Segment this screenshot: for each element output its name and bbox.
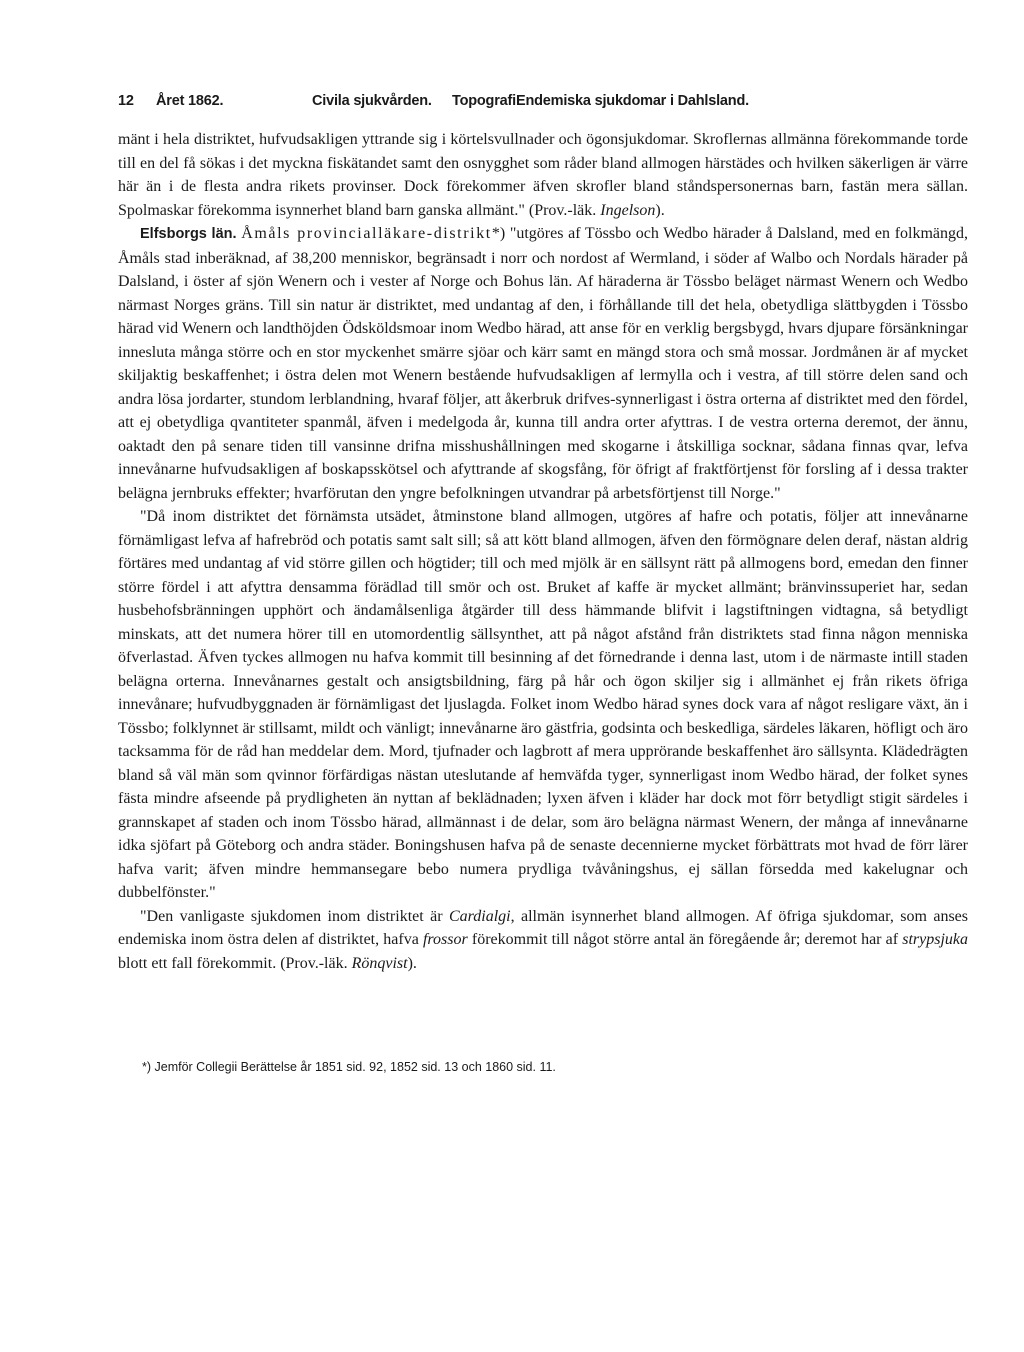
header-section: Civila sjukvården. <box>312 93 432 109</box>
paragraph-amal-district <box>118 222 968 505</box>
county-heading: Elfsborgs län. <box>140 226 237 242</box>
header-subsection: Topografi. <box>452 93 520 109</box>
paragraph-diseases <box>118 905 968 976</box>
paragraph-text: mänt i hela distriktet, hufvudsakligen yttrande sig i körtelsvullnader och ögonsjukdomar. Skroflernas allmänna förekommande torde till en del få sökas i det myckna fiskätandet samt den osnygghet som råder bland allmogen härstädes och hvilken säkerligen är värre här än i de flesta andra rikets provinser. Dock förekommer äfven skrofler bland ståndspersonernas barn, fastän mera sällan. Spolmaskar förekomma isynnerhet bland barn ganska allmänt." (Prov.-läk. <box>118 131 968 219</box>
header-year: Året 1862. <box>156 93 224 109</box>
paragraph-text: "Då inom distriktet det förnämsta utsädet, åtminstone bland allmogen, utgöres af hafre och potatis, följer att innevånarne förnämligast lefva af hafrebröd och potatis samt salt sill; så att kött bland allmogen, äfven den förmögnare delen deraf, nästan aldrig förtäres med undantag af vid större gillen och högtider; till och med mjölk är en sällsynt rätt på allmogens bord, emedan den finner större fördel i att afyttra densamma förädlad till smör och ost. Bruket af kaffe är mycket allmänt; bränvinssuperiet har, sedan husbehofsbränningen upphört och ändamålsenliga åtgärder till dess hämmande blifvit i lagstiftningen vidtagna, så betydligt minskats, att det numera hörer till en utomordentlig sällsynthet, att på något afstånd från distriktets stad finna någon menniska öfverlastad. Äfven tyckes allmogen nu hafva kommit till besinning af det förnedrande i denna last, utom i de närmaste intill staden belägna orterna. Innevånarnes gestalt och ansigtsbildning, färg på hår och ögon skiljer sig i allmänhet ej från rikets öfriga innevånare; hufvudbyggnaden är förnämligast det ljuslagda. Folket inom Wedbo härad synes dock vara af något resligare växt, än i Tössbo; folklynnet är stillsamt, mildt och vänligt; innevånarne äro gästfria, godsinta och beskedliga, särdeles läkaren, höfligt och äro tacksamma för de råd han meddelar dem. Mord, tjufnader och lagbrott af mera upprörande beskaffenhet äro sällsynta. Klädedrägten bland så väl män som qvinnor förfärdigas nästan uteslutande af hemväfda tyger, synnerligast inom Wedbo härad, der folket synes fästa mindre afseende på prydligheten än nyttan af beklädnaden; lyxen äfven i kläder har dock mot förr betydligt stigit särdeles i grannskapet af staden och inom Tössbo härad, allmännast i de delar, som äro belägna närmast Wenern, der många af innevånarne idka sjöfart på Göteborg och andra städer. Boningshusen hafva på de senaste decennierne mycket förbättrats mot hvad de förr lärer hafva varit; äfven mindre hemmansegare bebo numera prydliga tvåvåningshus, ej sällan försedda med kakelugnar och dubbelfönster." <box>118 508 968 901</box>
paragraph-text: "utgöres af Tössbo och Wedbo härader å Dalsland, med en folkmängd, Åmåls stad inberäknad, af 38,200 menniskor, begränsadt i norr och nordost af Wermland, i söder af Walbo och Nordals härader på Dalsland, i öster af sjön Wenern och i vester af Norge och Bohus län. Af häraderna är Tössbo beläget närmast Wenern och Wedbo närmast Norges gräns. Till sin natur är distriktet, med undantag af den, i förhållande till det hela, obetydliga slättbygden i Tössbo härad vid Wenern och landthöjden Ödsköldsmoar inom Wedbo härad, att anse för en verklig bergsbygd, hvars djupare försänkningar innesluta många större och en stor myckenhet smärre sjöar och kärr samt en mängd stora och små mossar. Jordmånen är af mycket skiljaktig beskaffenhet; i östra delen mot Wenern bestående hufvudsakligen af lermylla och i vestra, af till större delen sand och andra lösa jordarter, stundom lerblandning, hvaraf följer, att åkerbruk drifves-synnerligast i östra orterna af distriktet med den fördel, att ej obetydliga qvantiteter spanmål, äfven i medelgoda år, kunna till andra orter afyttras. I de vestra orterna deremot, der ännu, oaktadt den på senare tiden till vansinne drifna misshushållningen med skogarne i åtskilliga socknar, sådana finnas qvar, lefva innevånarne hufvudsakligen af boskapsskötsel och afyttrande af skogsfång, för öfrigt af fraktförtjenst för forsling af i dessa trakter belägna jernbruks effekter; hvarförutan den yngre befolkningen utvandrar på arbetsförtjenst till Norge." <box>118 225 969 502</box>
paragraph-text: , allmän isynnerhet bland allmogen. Af öfriga sjukdomar, som anses endemiska inom östra delen af distriktet, hafva <box>118 907 968 948</box>
paragraph-end: ). <box>655 201 665 219</box>
district-name: Åmåls provincialläkare-distrikt <box>241 225 492 242</box>
paragraph-skrofler <box>118 128 968 222</box>
paragraph-end: ). <box>407 954 417 972</box>
paragraph-diet <box>118 505 968 905</box>
body-text <box>118 128 968 975</box>
paragraph-text: "Den vanligaste sjukdomen inom distriktet är <box>140 907 443 925</box>
disease-term: Cardialgi <box>448 907 511 925</box>
footnote: *) Jemför Collegii Berättelse år 1851 sid. 92, 1852 sid. 13 och 1860 sid. 11. <box>142 1060 556 1074</box>
running-header <box>118 93 968 117</box>
author-name: Ingelson <box>600 201 656 219</box>
paragraph-text: förekommit till något större antal än föregående år; deremot har af <box>471 931 899 948</box>
page-number: 12 <box>118 93 134 109</box>
footnote-ref: *) <box>491 225 506 242</box>
disease-term: strypsjuka <box>902 931 969 948</box>
disease-term: frossor <box>422 931 468 948</box>
author-name: Rönqvist <box>351 954 408 972</box>
header-topic: Endemiska sjukdomar i Dahlsland. <box>516 93 749 109</box>
paragraph-text: blott ett fall förekommit. (Prov.-läk. <box>118 954 348 972</box>
